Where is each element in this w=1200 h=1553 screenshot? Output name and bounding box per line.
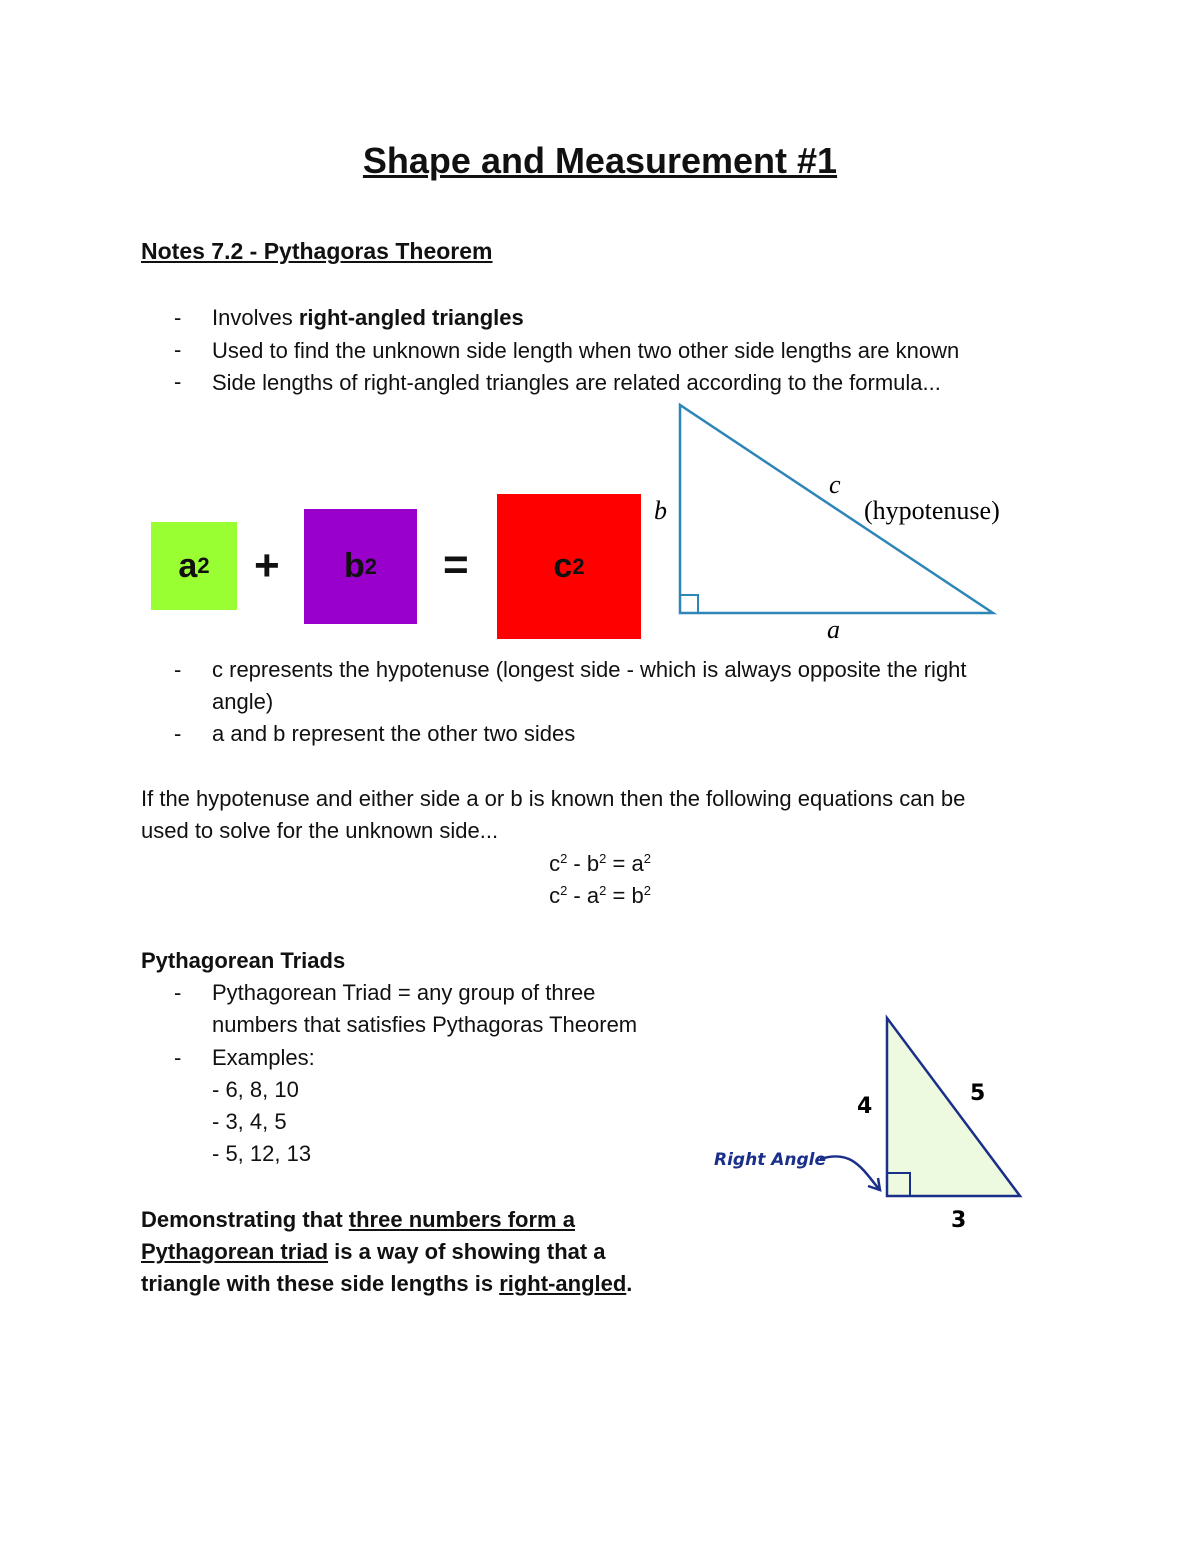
paragraph: If the hypotenuse and either side a or b is known then the following equations can be used to solve for the unknown side... — [141, 786, 966, 843]
triad-diagram — [700, 1010, 1040, 1240]
bullet-dash: - — [174, 369, 182, 394]
right-angle-marker — [680, 595, 698, 613]
page-title: Shape and Measurement #1 — [362, 140, 838, 181]
b-squared-box: b 2 — [304, 509, 417, 624]
equals-sign: = — [443, 540, 469, 589]
list-item: Side lengths of right-angled triangles are related according to the formula... — [212, 370, 941, 395]
side-label-4: 4 — [857, 1094, 873, 1119]
hypotenuse-label: (hypotenuse) — [864, 496, 1000, 525]
triads-bullet: - Pythagorean Triad = any group of three numbers that satisfies Pythagoras Theorem — [174, 980, 638, 1037]
notes-heading: Notes 7.2 - Pythagoras Theorem — [141, 238, 493, 264]
triangle-shape — [887, 1018, 1020, 1196]
side-label-b: b — [654, 496, 667, 525]
plus-sign: + — [254, 541, 280, 590]
example-item: - 6, 8, 10 — [212, 1077, 299, 1102]
arrow-icon — [820, 1156, 878, 1188]
demo-paragraph: Demonstrating that three numbers form a Pythagorean triad is a way of showing that a triangle with these side lengths is right-angled. — [141, 1207, 633, 1296]
emphasis: right-angled triangles — [298, 305, 524, 330]
bullet-dash: - — [174, 337, 182, 362]
example-item: - 3, 4, 5 — [212, 1109, 287, 1134]
right-angle-note: Right Angle — [714, 1150, 827, 1170]
examples-bullet: - Examples: - 6, 8, 10 - 3, 4, 5 - 5, 12, 13 — [212, 1042, 315, 1170]
hypotenuse-bullet: - c represents the hypotenuse (longest side - which is always opposite the right angle) — [174, 657, 967, 714]
hypotenuse-diagram — [640, 395, 1040, 650]
equation-1: $c^2 - b^2 = a^2$ — [549, 851, 651, 876]
side-label-c: c — [829, 470, 841, 499]
side-label-5: 5 — [970, 1081, 986, 1106]
intro-bullet-list — [174, 302, 960, 400]
side-label-a: a — [827, 615, 840, 644]
example-item: - 5, 12, 13 — [212, 1141, 312, 1166]
list-item: - Involves right-angled triangles — [174, 305, 524, 330]
triads-heading: Pythagorean Triads — [141, 948, 346, 973]
c-squared-box: c 2 — [497, 494, 641, 639]
list-item: Used to find the unknown side length when two other side lengths are known — [212, 337, 960, 363]
equation-2: $c^2 - a^2 = b^2$ — [549, 883, 651, 908]
side-label-3: 3 — [951, 1208, 967, 1233]
sides-bullet: - a and b represent the other two sides — [174, 721, 576, 746]
a-squared-box: a 2 — [151, 522, 237, 610]
